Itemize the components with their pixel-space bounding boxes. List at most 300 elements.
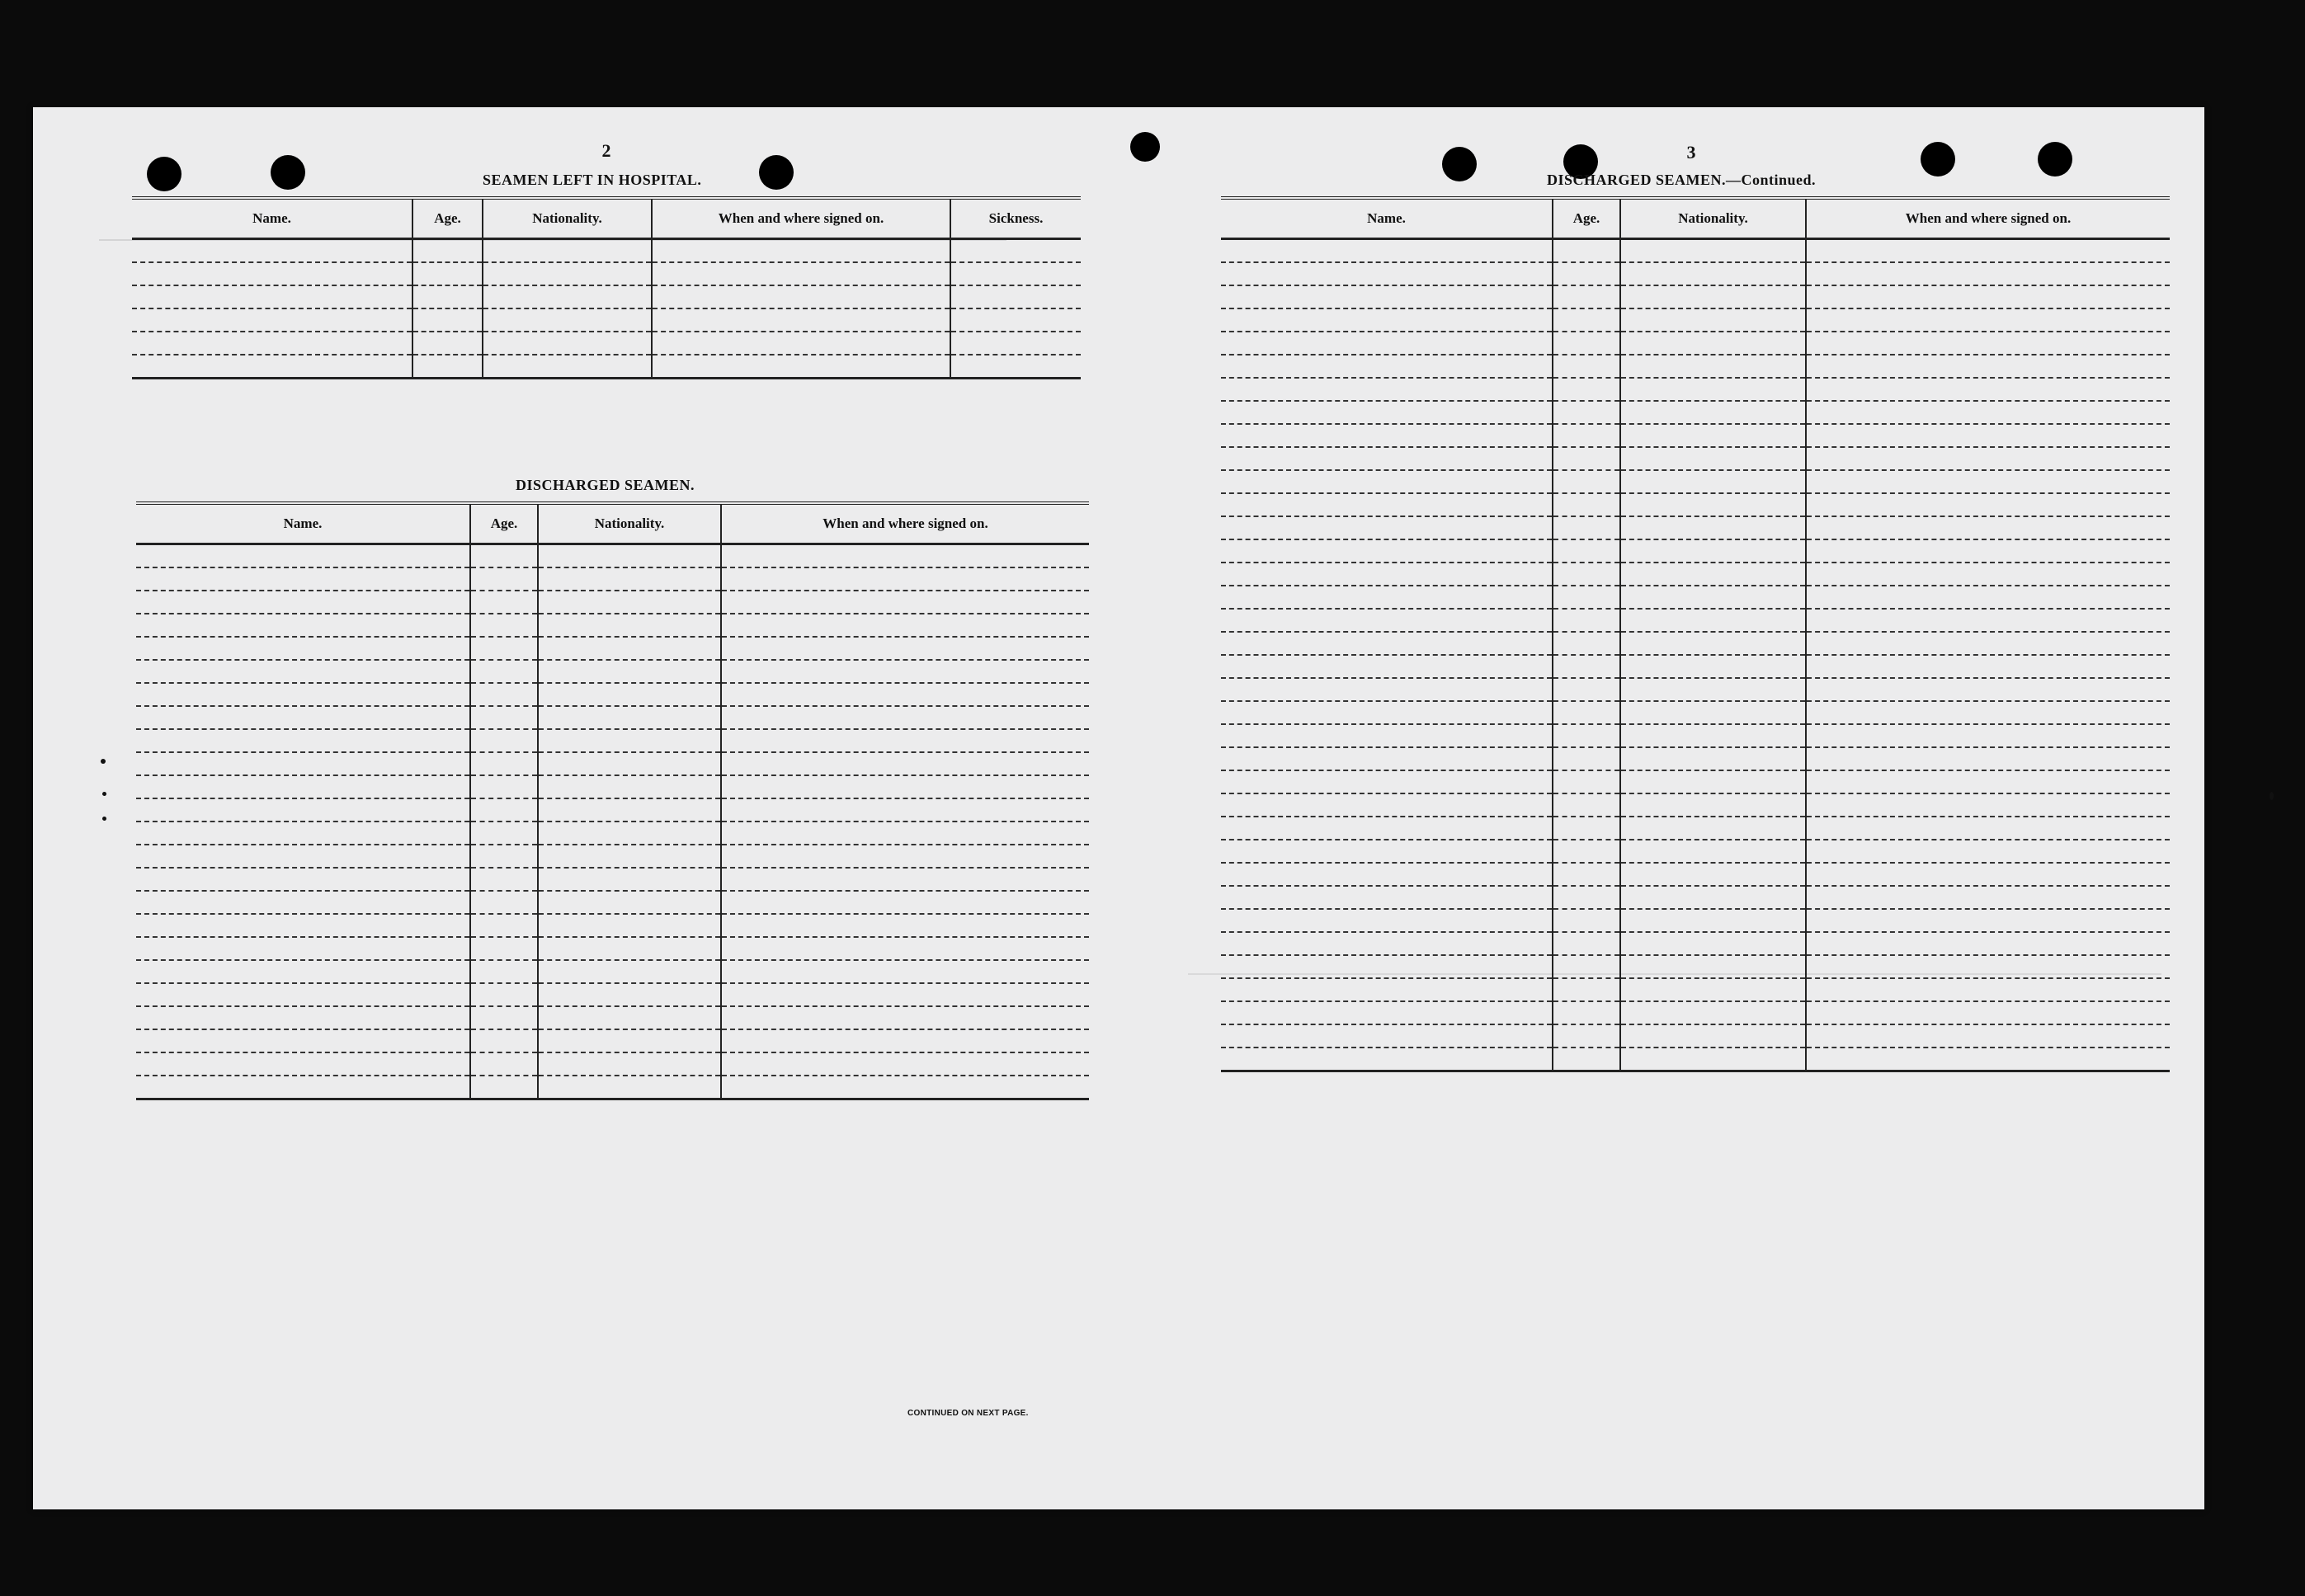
continued-table-cell <box>1620 770 1806 793</box>
continued-table-row <box>1221 632 2170 655</box>
continued-table-cell <box>1806 470 2170 493</box>
discharged-table-cell <box>538 683 721 706</box>
hospital-table-cell <box>412 355 483 379</box>
continued-table-cell <box>1221 308 1553 332</box>
continued-table-row <box>1221 747 2170 770</box>
discharged-table-cell <box>721 660 1089 683</box>
discharged-table-cell <box>538 729 721 752</box>
continued-table-row <box>1221 909 2170 932</box>
discharged-table-cell <box>136 637 470 660</box>
continued-table-cell <box>1806 563 2170 586</box>
discharged-table-cell <box>721 614 1089 637</box>
hospital-table-body <box>132 239 1081 379</box>
discharged-table-cell <box>721 775 1089 798</box>
continued-table-cell <box>1620 262 1806 285</box>
hospital-table-column-header: When and where signed on. <box>652 198 950 239</box>
discharged-table-cell <box>136 544 470 568</box>
continued-table-cell <box>1553 285 1620 308</box>
continued-table-cell <box>1221 378 1553 401</box>
hospital-table-column-header: Nationality. <box>483 198 652 239</box>
continued-table-cell <box>1553 863 1620 886</box>
continued-table-cell <box>1620 793 1806 817</box>
discharged-continued-table <box>1221 196 2170 1072</box>
discharged-table-cell <box>470 960 538 983</box>
hospital-table-row <box>132 308 1081 332</box>
discharged-table-row <box>136 775 1089 798</box>
continued-table-cell <box>1620 308 1806 332</box>
continued-table-cell <box>1221 1024 1553 1048</box>
continued-table-row <box>1221 262 2170 285</box>
continued-table-row <box>1221 332 2170 355</box>
continued-table-cell <box>1806 632 2170 655</box>
continued-table-cell <box>1221 655 1553 678</box>
discharged-table-row <box>136 683 1089 706</box>
continued-table-cell <box>1806 886 2170 909</box>
continued-table-cell <box>1806 909 2170 932</box>
hospital-table-cell <box>132 239 412 263</box>
discharged-table-cell <box>538 637 721 660</box>
discharged-table-cell <box>721 937 1089 960</box>
continued-table-cell <box>1221 1048 1553 1071</box>
discharged-table-cell <box>136 1029 470 1052</box>
punch-hole <box>147 157 181 191</box>
continued-table-cell <box>1221 724 1553 747</box>
discharged-table-cell <box>136 891 470 914</box>
continued-table-cell <box>1620 239 1806 263</box>
hospital-table-cell <box>483 332 652 355</box>
continued-table-cell <box>1806 447 2170 470</box>
discharged-table-cell <box>721 1029 1089 1052</box>
continued-table-cell <box>1620 955 1806 978</box>
discharged-table-row <box>136 544 1089 568</box>
discharged-table-column-header: Age. <box>470 503 538 544</box>
continued-table-row <box>1221 678 2170 701</box>
discharged-table-row <box>136 914 1089 937</box>
discharged-table-cell <box>136 752 470 775</box>
continued-table-cell <box>1806 308 2170 332</box>
continued-table-cell <box>1221 955 1553 978</box>
hospital-table-cell <box>950 262 1081 285</box>
continued-table-cell <box>1221 516 1553 539</box>
continued-table-cell <box>1553 655 1620 678</box>
continued-table-column-header: Nationality. <box>1620 198 1806 239</box>
discharged-table-cell <box>538 891 721 914</box>
continued-table-row <box>1221 493 2170 516</box>
discharged-table-cell <box>470 1076 538 1099</box>
continued-table-header <box>1221 198 2170 239</box>
continued-table-cell <box>1221 701 1553 724</box>
continued-table-row <box>1221 355 2170 378</box>
hospital-table-cell <box>412 308 483 332</box>
continued-table-row <box>1221 701 2170 724</box>
continued-table-cell <box>1221 355 1553 378</box>
discharged-table-header <box>136 503 1089 544</box>
continued-table-cell <box>1553 308 1620 332</box>
discharged-table-cell <box>470 891 538 914</box>
continued-table-cell <box>1221 840 1553 863</box>
hospital-table-cell <box>412 285 483 308</box>
discharged-table-cell <box>538 845 721 868</box>
discharged-table-cell <box>136 1052 470 1076</box>
continued-table-cell <box>1806 424 2170 447</box>
continued-table-cell <box>1620 701 1806 724</box>
hospital-table-cell <box>483 262 652 285</box>
continued-table-cell <box>1806 978 2170 1001</box>
continued-table-cell <box>1221 563 1553 586</box>
discharged-table-cell <box>136 937 470 960</box>
hospital-table-cell <box>652 285 950 308</box>
continued-table-cell <box>1553 678 1620 701</box>
discharged-table-row <box>136 729 1089 752</box>
continued-table-cell <box>1553 1024 1620 1048</box>
discharged-table-cell <box>470 729 538 752</box>
continued-table-cell <box>1620 886 1806 909</box>
discharged-table-row <box>136 706 1089 729</box>
continued-table-cell <box>1620 285 1806 308</box>
continued-table-cell <box>1221 285 1553 308</box>
discharged-table-cell <box>470 660 538 683</box>
continued-table-cell <box>1221 539 1553 563</box>
continued-table-row <box>1221 655 2170 678</box>
continued-table-cell <box>1620 1024 1806 1048</box>
discharged-table-cell <box>136 845 470 868</box>
continued-table-row <box>1221 470 2170 493</box>
continued-table-cell <box>1620 447 1806 470</box>
discharged-table-cell <box>538 914 721 937</box>
continued-table-cell <box>1620 332 1806 355</box>
continued-table-row <box>1221 424 2170 447</box>
continued-table-cell <box>1221 678 1553 701</box>
discharged-table-cell <box>538 775 721 798</box>
discharged-table-cell <box>470 1006 538 1029</box>
continued-table-cell <box>1620 401 1806 424</box>
discharged-table-cell <box>721 983 1089 1006</box>
continued-table-cell <box>1620 563 1806 586</box>
continued-table-cell <box>1806 609 2170 632</box>
continued-table-cell <box>1553 840 1620 863</box>
continued-table-cell <box>1553 793 1620 817</box>
continued-table-row <box>1221 770 2170 793</box>
continued-table-row <box>1221 1001 2170 1024</box>
hospital-table-cell <box>132 355 412 379</box>
continued-table-cell <box>1553 586 1620 609</box>
discharged-table-cell <box>721 1006 1089 1029</box>
discharged-table-row <box>136 983 1089 1006</box>
discharged-table-body <box>136 544 1089 1099</box>
hospital-table-cell <box>483 355 652 379</box>
continued-table-cell <box>1553 978 1620 1001</box>
discharged-table-cell <box>470 937 538 960</box>
continued-table-row <box>1221 563 2170 586</box>
discharged-table-cell <box>721 591 1089 614</box>
continued-table-row <box>1221 401 2170 424</box>
continued-table-cell <box>1553 424 1620 447</box>
continued-table-cell <box>1553 447 1620 470</box>
discharged-table-cell <box>470 914 538 937</box>
continued-table-cell <box>1553 262 1620 285</box>
page-number: 3 <box>1686 142 1696 162</box>
discharged-table-cell <box>721 637 1089 660</box>
continued-table-cell <box>1221 863 1553 886</box>
discharged-table-cell <box>538 868 721 891</box>
discharged-table-cell <box>136 614 470 637</box>
continued-table-cell <box>1806 817 2170 840</box>
continued-table-cell <box>1806 1001 2170 1024</box>
continued-table-cell <box>1553 909 1620 932</box>
discharged-table-cell <box>470 1029 538 1052</box>
punch-hole <box>759 155 794 190</box>
continued-table-cell <box>1620 424 1806 447</box>
continued-table-cell <box>1553 470 1620 493</box>
continued-table-row <box>1221 308 2170 332</box>
continued-table-cell <box>1620 516 1806 539</box>
continued-table-cell <box>1620 978 1806 1001</box>
discharged-table-cell <box>470 798 538 822</box>
continued-table-cell <box>1553 332 1620 355</box>
discharged-table-cell <box>721 914 1089 937</box>
discharged-table-cell <box>538 983 721 1006</box>
continued-table-cell <box>1806 332 2170 355</box>
continued-table-row <box>1221 817 2170 840</box>
discharged-table-row <box>136 752 1089 775</box>
discharged-table-cell <box>538 798 721 822</box>
discharged-table-cell <box>136 775 470 798</box>
discharged-table-cell <box>136 591 470 614</box>
hospital-table-header <box>132 198 1081 239</box>
continued-table-cell <box>1221 909 1553 932</box>
discharged-table-row <box>136 960 1089 983</box>
continued-table-row <box>1221 863 2170 886</box>
punch-hole <box>271 155 305 190</box>
punch-hole <box>2038 142 2072 177</box>
discharged-table-cell <box>538 591 721 614</box>
discharged-table-cell <box>470 591 538 614</box>
discharged-table-cell <box>538 937 721 960</box>
discharged-table-cell <box>721 1076 1089 1099</box>
discharged-table-cell <box>470 868 538 891</box>
continued-table-cell <box>1553 955 1620 978</box>
continued-table-cell <box>1620 609 1806 632</box>
discharged-table-row <box>136 1076 1089 1099</box>
discharged-table-cell <box>538 544 721 568</box>
punch-hole <box>1921 142 1955 177</box>
discharged-table-cell <box>470 683 538 706</box>
hospital-table-cell <box>652 355 950 379</box>
ink-speck <box>102 817 106 821</box>
hospital-table-cell <box>132 332 412 355</box>
continued-table-cell <box>1806 516 2170 539</box>
discharged-table-cell <box>538 752 721 775</box>
discharged-table-row <box>136 891 1089 914</box>
hospital-table-cell <box>950 285 1081 308</box>
continued-table-cell <box>1806 863 2170 886</box>
discharged-table-cell <box>470 1052 538 1076</box>
continued-table-cell <box>1620 632 1806 655</box>
discharged-table-cell <box>136 729 470 752</box>
continued-table-cell <box>1620 678 1806 701</box>
page-number: 2 <box>601 140 611 161</box>
hospital-table-cell <box>132 308 412 332</box>
discharged-table-cell <box>721 706 1089 729</box>
continued-table-body <box>1221 239 2170 1071</box>
continued-table-cell <box>1221 424 1553 447</box>
discharged-table-cell <box>470 752 538 775</box>
discharged-table-cell <box>721 1052 1089 1076</box>
continued-table-cell <box>1221 401 1553 424</box>
continued-table-cell <box>1806 840 2170 863</box>
continued-table-cell <box>1620 1048 1806 1071</box>
hospital-table-cell <box>483 239 652 263</box>
discharged-table-column-header: Name. <box>136 503 470 544</box>
continued-table-cell <box>1553 1048 1620 1071</box>
discharged-table-cell <box>470 706 538 729</box>
continued-table-cell <box>1620 1001 1806 1024</box>
continued-table-row <box>1221 239 2170 263</box>
discharged-table-row <box>136 822 1089 845</box>
continued-table-cell <box>1553 516 1620 539</box>
discharged-table-cell <box>136 914 470 937</box>
continued-table-cell <box>1553 539 1620 563</box>
continued-table-cell <box>1620 909 1806 932</box>
continued-table-cell <box>1221 793 1553 817</box>
hospital-table-cell <box>483 308 652 332</box>
discharged-table-cell <box>470 544 538 568</box>
continued-table-cell <box>1221 932 1553 955</box>
continued-table-cell <box>1553 401 1620 424</box>
continued-table-cell <box>1620 493 1806 516</box>
continued-table-cell <box>1553 932 1620 955</box>
continued-table-cell <box>1806 678 2170 701</box>
continued-table-cell <box>1553 886 1620 909</box>
hospital-table-cell <box>652 308 950 332</box>
hospital-table-cell <box>652 239 950 263</box>
continued-table-cell <box>1806 724 2170 747</box>
hospital-section-title: SEAMEN LEFT IN HOSPITAL. <box>483 172 702 188</box>
continued-table-cell <box>1221 770 1553 793</box>
discharged-table-cell <box>136 868 470 891</box>
continued-table-cell <box>1553 493 1620 516</box>
continued-table-row <box>1221 539 2170 563</box>
ink-speck <box>101 759 106 764</box>
discharged-table-cell <box>470 983 538 1006</box>
discharged-table-cell <box>721 868 1089 891</box>
continued-table-row <box>1221 516 2170 539</box>
continued-table-cell <box>1806 539 2170 563</box>
continued-table-cell <box>1620 355 1806 378</box>
discharged-table-cell <box>538 660 721 683</box>
continued-table-cell <box>1620 470 1806 493</box>
continued-table-cell <box>1553 817 1620 840</box>
continued-table-cell <box>1221 493 1553 516</box>
continued-table-cell <box>1221 262 1553 285</box>
discharged-section-title: DISCHARGED SEAMEN. <box>516 477 695 493</box>
hospital-table-cell <box>950 239 1081 263</box>
hospital-table-cell <box>132 285 412 308</box>
discharged-table-cell <box>721 567 1089 591</box>
continued-table-row <box>1221 609 2170 632</box>
continued-table-cell <box>1221 609 1553 632</box>
discharged-table-row <box>136 868 1089 891</box>
continued-table-cell <box>1553 609 1620 632</box>
continued-table-row <box>1221 447 2170 470</box>
discharged-table-cell <box>538 960 721 983</box>
hospital-table-cell <box>132 262 412 285</box>
discharged-table-cell <box>136 706 470 729</box>
continued-table-cell <box>1620 932 1806 955</box>
continued-table-cell <box>1620 817 1806 840</box>
continued-table-cell <box>1221 447 1553 470</box>
continued-table-row <box>1221 586 2170 609</box>
continued-table-row <box>1221 378 2170 401</box>
continued-table-row <box>1221 840 2170 863</box>
discharged-table-cell <box>136 683 470 706</box>
discharged-table-cell <box>470 845 538 868</box>
continued-table-cell <box>1806 401 2170 424</box>
hospital-table-row <box>132 285 1081 308</box>
continued-table-cell <box>1221 332 1553 355</box>
continued-table-cell <box>1620 747 1806 770</box>
discharged-table-row <box>136 1052 1089 1076</box>
discharged-table-row <box>136 660 1089 683</box>
hospital-table-column-header: Name. <box>132 198 412 239</box>
continued-table-cell <box>1806 1048 2170 1071</box>
continued-table-row <box>1221 724 2170 747</box>
discharged-table-row <box>136 845 1089 868</box>
discharged-table-row <box>136 1029 1089 1052</box>
continued-table-cell <box>1806 793 2170 817</box>
discharged-table-cell <box>721 544 1089 568</box>
continued-table-cell <box>1620 724 1806 747</box>
continued-table-column-header: Age. <box>1553 198 1620 239</box>
continued-table-cell <box>1553 724 1620 747</box>
discharged-table-cell <box>721 960 1089 983</box>
continued-table-cell <box>1620 586 1806 609</box>
continued-table-cell <box>1806 378 2170 401</box>
continued-table-cell <box>1620 378 1806 401</box>
continued-table-cell <box>1806 239 2170 263</box>
continued-table-cell <box>1806 747 2170 770</box>
discharged-table-cell <box>470 567 538 591</box>
continued-table-cell <box>1553 747 1620 770</box>
discharged-table-cell <box>538 1076 721 1099</box>
hospital-table-cell <box>412 262 483 285</box>
continued-table-cell <box>1806 493 2170 516</box>
continued-table-cell <box>1553 563 1620 586</box>
continued-table-cell <box>1806 932 2170 955</box>
continued-table-cell <box>1620 655 1806 678</box>
discharged-table-row <box>136 1006 1089 1029</box>
discharged-table-cell <box>721 822 1089 845</box>
continued-table-cell <box>1806 262 2170 285</box>
continued-table-cell <box>1221 747 1553 770</box>
discharged-table-cell <box>721 798 1089 822</box>
discharged-table-cell <box>538 567 721 591</box>
hospital-table-cell <box>950 355 1081 379</box>
hospital-table-cell <box>652 262 950 285</box>
continued-table-row <box>1221 978 2170 1001</box>
discharged-table-cell <box>136 960 470 983</box>
discharged-table-cell <box>721 845 1089 868</box>
hospital-table <box>132 196 1081 379</box>
discharged-table-cell <box>721 683 1089 706</box>
discharged-table-cell <box>538 706 721 729</box>
punch-hole <box>1130 132 1160 162</box>
discharged-table-cell <box>470 637 538 660</box>
hospital-table-row <box>132 262 1081 285</box>
continued-table-row <box>1221 1048 2170 1071</box>
continued-table-cell <box>1806 285 2170 308</box>
discharged-table-row <box>136 937 1089 960</box>
